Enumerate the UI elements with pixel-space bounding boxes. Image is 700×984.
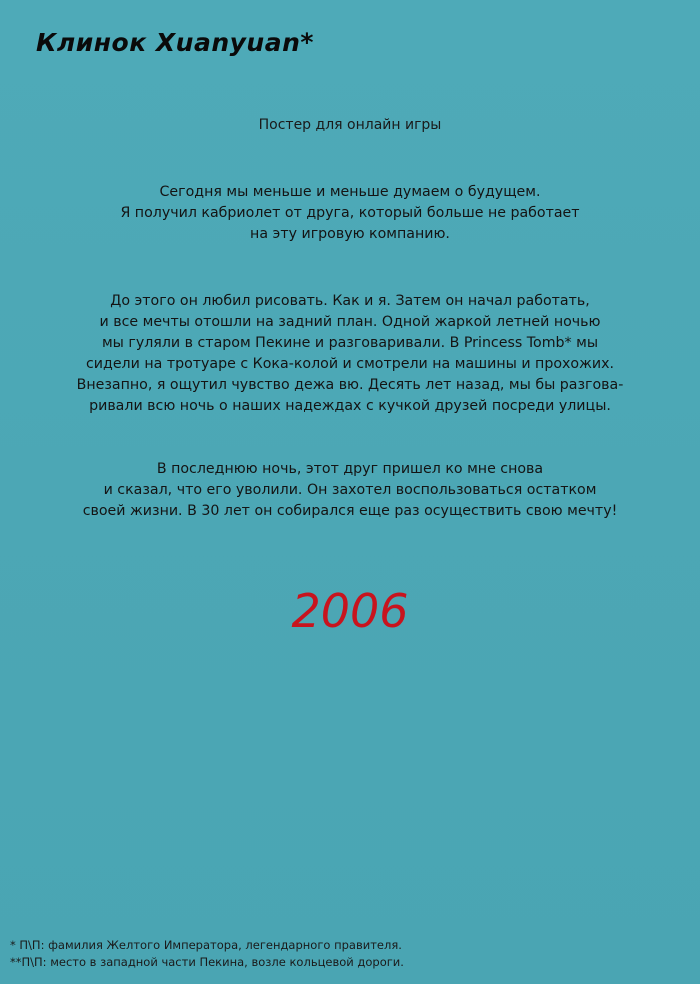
paragraph-line: на эту игровую компанию. xyxy=(250,226,450,242)
page-title: Клинок Xuanyuan* xyxy=(36,28,314,57)
paragraph-line: В последнюю ночь, этот друг пришел ко мне снова xyxy=(156,461,544,477)
paragraph-line: своей жизни. В 30 лет он собирался еще раз осуществить свою мечту! xyxy=(82,503,618,519)
footnote-2: **П\П: место в западной части Пекина, возле кольцевой дороги. xyxy=(10,955,404,969)
paragraph-line: ривали всю ночь о наших надеждах с кучкой друзей посреди улицы. xyxy=(89,398,611,414)
paragraph-2 xyxy=(0,291,700,417)
subtitle: Постер для онлайн игры xyxy=(258,117,442,133)
paragraph-line: До этого он любил рисовать. Как и я. Затем он начал работать, xyxy=(110,293,590,309)
year-label: 2006 xyxy=(291,584,409,638)
footnote-1: * П\П: фамилия Желтого Императора, легендарного правителя. xyxy=(10,938,402,952)
paragraph-line: Я получил кабриолет от друга, который больше не работает xyxy=(120,205,580,221)
paragraph-line: мы гуляли в старом Пекине и разговаривали. В Princess Tomb* мы xyxy=(101,335,599,351)
footnotes xyxy=(10,937,404,971)
paragraph-1 xyxy=(0,182,700,245)
paragraph-line: Сегодня мы меньше и меньше думаем о будущем. xyxy=(159,184,541,200)
paragraph-3 xyxy=(0,459,700,522)
paragraph-line: и все мечты отошли на задний план. Одной жаркой летней ночью xyxy=(99,314,601,330)
paragraph-line: сидели на тротуаре с Кока-колой и смотрели на машины и прохожих. xyxy=(85,356,614,372)
paragraph-line: и сказал, что его уволили. Он захотел воспользоваться остатком xyxy=(103,482,597,498)
paragraph-line: Внезапно, я ощутил чувство дежа вю. Десять лет назад, мы бы разгова- xyxy=(76,377,624,393)
